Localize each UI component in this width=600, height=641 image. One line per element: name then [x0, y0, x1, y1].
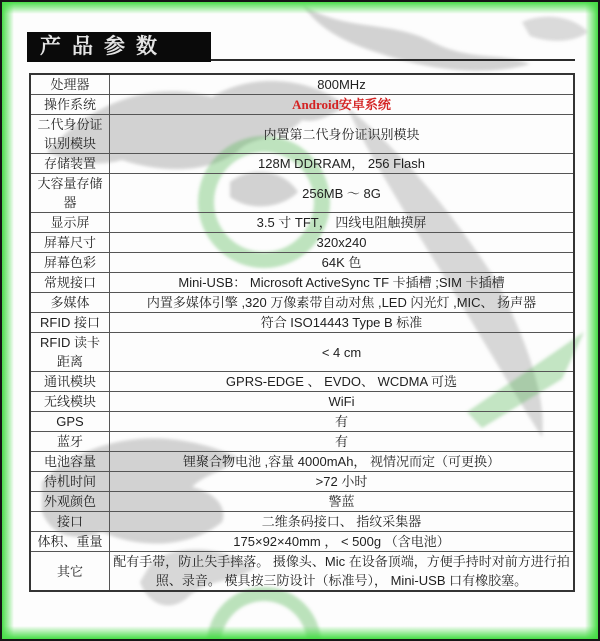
param-label: 电池容量 [30, 452, 110, 472]
param-value: Mini-USB： Microsoft ActiveSync TF 卡插槽 ;SIM 卡插槽 [110, 273, 575, 293]
param-value: 二维条码接口、 指纹采集器 [110, 512, 575, 532]
param-value: WiFi [110, 392, 575, 412]
param-label: RFID 接口 [30, 313, 110, 333]
table-row [30, 472, 574, 492]
table-row [30, 552, 574, 592]
table-row [30, 412, 574, 432]
param-label: 接口 [30, 512, 110, 532]
table-row [30, 392, 574, 412]
param-value: Android安卓系统 [110, 95, 575, 115]
param-label: 待机时间 [30, 472, 110, 492]
table-row [30, 313, 574, 333]
table-row [30, 174, 574, 213]
table-row [30, 95, 574, 115]
param-value: 175×92×40mm ， < 500g （含电池） [110, 532, 575, 552]
param-value: 64K 色 [110, 253, 575, 273]
param-label: 存储装置 [30, 154, 110, 174]
param-label: GPS [30, 412, 110, 432]
table-row [30, 372, 574, 392]
param-value: 符合 ISO14443 Type B 标准 [110, 313, 575, 333]
page-title: 产品参数 [27, 32, 211, 62]
param-label: 体积、重量 [30, 532, 110, 552]
param-label: 大容量存储器 [30, 174, 110, 213]
table-row [30, 253, 574, 273]
table-row [30, 154, 574, 174]
param-value: < 4 cm [110, 333, 575, 372]
header-rule [27, 30, 575, 61]
table-row [30, 213, 574, 233]
param-value: 128M DDRRAM， 256 Flash [110, 154, 575, 174]
param-label: 通讯模块 [30, 372, 110, 392]
param-value: 内置第二代身份证识别模块 [110, 115, 575, 154]
param-label: 操作系统 [30, 95, 110, 115]
table-row [30, 74, 574, 95]
param-label: 多媒体 [30, 293, 110, 313]
param-label: 外观颜色 [30, 492, 110, 512]
param-label: 常规接口 [30, 273, 110, 293]
param-label: 二代身份证识别模块 [30, 115, 110, 154]
table-row [30, 233, 574, 253]
param-label: 处理器 [30, 74, 110, 95]
param-value: 256MB ～ 8G [110, 174, 575, 213]
table-row [30, 452, 574, 472]
spec-table-body [30, 74, 574, 591]
table-row [30, 115, 574, 154]
spec-table [29, 73, 575, 592]
table-row [30, 492, 574, 512]
param-value: 内置多媒体引擎 ,320 万像素带自动对焦 ,LED 闪光灯 ,MIC、 扬声器 [110, 293, 575, 313]
table-row [30, 432, 574, 452]
param-value: 锂聚合物电池 ,容量 4000mAh， 视情况而定（可更换） [110, 452, 575, 472]
table-row [30, 273, 574, 293]
param-label: 蓝牙 [30, 432, 110, 452]
param-value: >72 小时 [110, 472, 575, 492]
param-value: 配有手带，防止失手摔落。 摄像头、Mic 在设备顶端，方便手持时对前方进行拍照、录音。 模具按三防设计（标准号）， Mini-USB 口有橡胶塞。 [110, 552, 575, 592]
param-value: GPRS-EDGE 、 EVDO、 WCDMA 可选 [110, 372, 575, 392]
param-value: 警蓝 [110, 492, 575, 512]
table-row [30, 512, 574, 532]
param-label: RFID 读卡距离 [30, 333, 110, 372]
param-value: 800MHz [110, 74, 575, 95]
param-label: 无线模块 [30, 392, 110, 412]
param-label: 其它 [30, 552, 110, 592]
param-label: 屏幕尺寸 [30, 233, 110, 253]
param-label: 屏幕色彩 [30, 253, 110, 273]
param-label: 显示屏 [30, 213, 110, 233]
watermark-bottom-ring [214, 594, 314, 641]
param-value: 320x240 [110, 233, 575, 253]
param-value: 有 [110, 412, 575, 432]
table-row [30, 293, 574, 313]
table-row [30, 333, 574, 372]
param-value: 3.5 寸 TFT， 四线电阻触摸屏 [110, 213, 575, 233]
param-value: 有 [110, 432, 575, 452]
table-row [30, 532, 574, 552]
